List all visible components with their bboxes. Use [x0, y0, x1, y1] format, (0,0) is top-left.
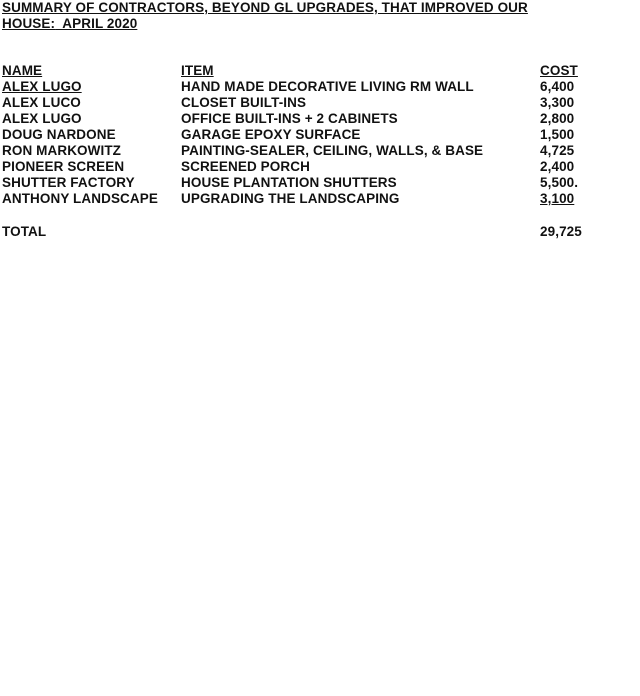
- row-item: PAINTING-SEALER, CEILING, WALLS, & BASE: [181, 143, 484, 158]
- table-row: [0, 127, 640, 143]
- row-name: PIONEER SCREEN: [2, 159, 125, 174]
- row-item: HAND MADE DECORATIVE LIVING RM WALL: [181, 79, 474, 94]
- header-name: NAME: [2, 63, 43, 78]
- row-cost: 4,725: [540, 143, 575, 158]
- table-row: [0, 95, 640, 111]
- row-cost: 6,400: [540, 79, 575, 94]
- title-line-2: [2, 16, 602, 32]
- row-cost: 3,100: [540, 191, 575, 206]
- row-item: HOUSE PLANTATION SHUTTERS: [181, 175, 397, 190]
- row-item: SCREENED PORCH: [181, 159, 310, 174]
- total-row: [0, 224, 640, 240]
- total-value: 29,725: [540, 224, 582, 239]
- row-item: CLOSET BUILT-INS: [181, 95, 307, 110]
- title-line-1: SUMMARY OF CONTRACTORS, BEYOND GL UPGRADES, THAT IMPROVED OUR: [2, 0, 528, 15]
- header-row: [0, 63, 640, 79]
- row-cost: 2,800: [540, 111, 575, 126]
- row-name: ANTHONY LANDSCAPE: [2, 191, 158, 206]
- title-line-2-prefix: HOUSE:: [2, 16, 56, 31]
- row-name: ALEX LUGO: [2, 79, 82, 94]
- title-line-2-date: APRIL 2020: [55, 16, 138, 31]
- row-cost: 2,400: [540, 159, 575, 174]
- row-item: OFFICE BUILT-INS + 2 CABINETS: [181, 111, 398, 126]
- row-cost: 3,300: [540, 95, 575, 110]
- table-row: [0, 159, 640, 175]
- table-row: [0, 143, 640, 159]
- row-name: ALEX LUGO: [2, 111, 82, 126]
- table-row: [0, 111, 640, 127]
- row-item: GARAGE EPOXY SURFACE: [181, 127, 361, 142]
- table-row: [0, 191, 640, 207]
- document-title: [2, 0, 602, 32]
- header-item: ITEM: [181, 63, 214, 78]
- row-name: DOUG NARDONE: [2, 127, 116, 142]
- row-name: RON MARKOWITZ: [2, 143, 122, 158]
- row-name: SHUTTER FACTORY: [2, 175, 135, 190]
- row-cost: 5,500.: [540, 175, 579, 190]
- header-cost: COST: [540, 63, 578, 78]
- total-label: TOTAL: [2, 224, 47, 239]
- table-row: [0, 79, 640, 95]
- table-row: [0, 175, 640, 191]
- row-name: ALEX LUCO: [2, 95, 81, 110]
- row-cost: 1,500: [540, 127, 575, 142]
- row-item: UPGRADING THE LANDSCAPING: [181, 191, 400, 206]
